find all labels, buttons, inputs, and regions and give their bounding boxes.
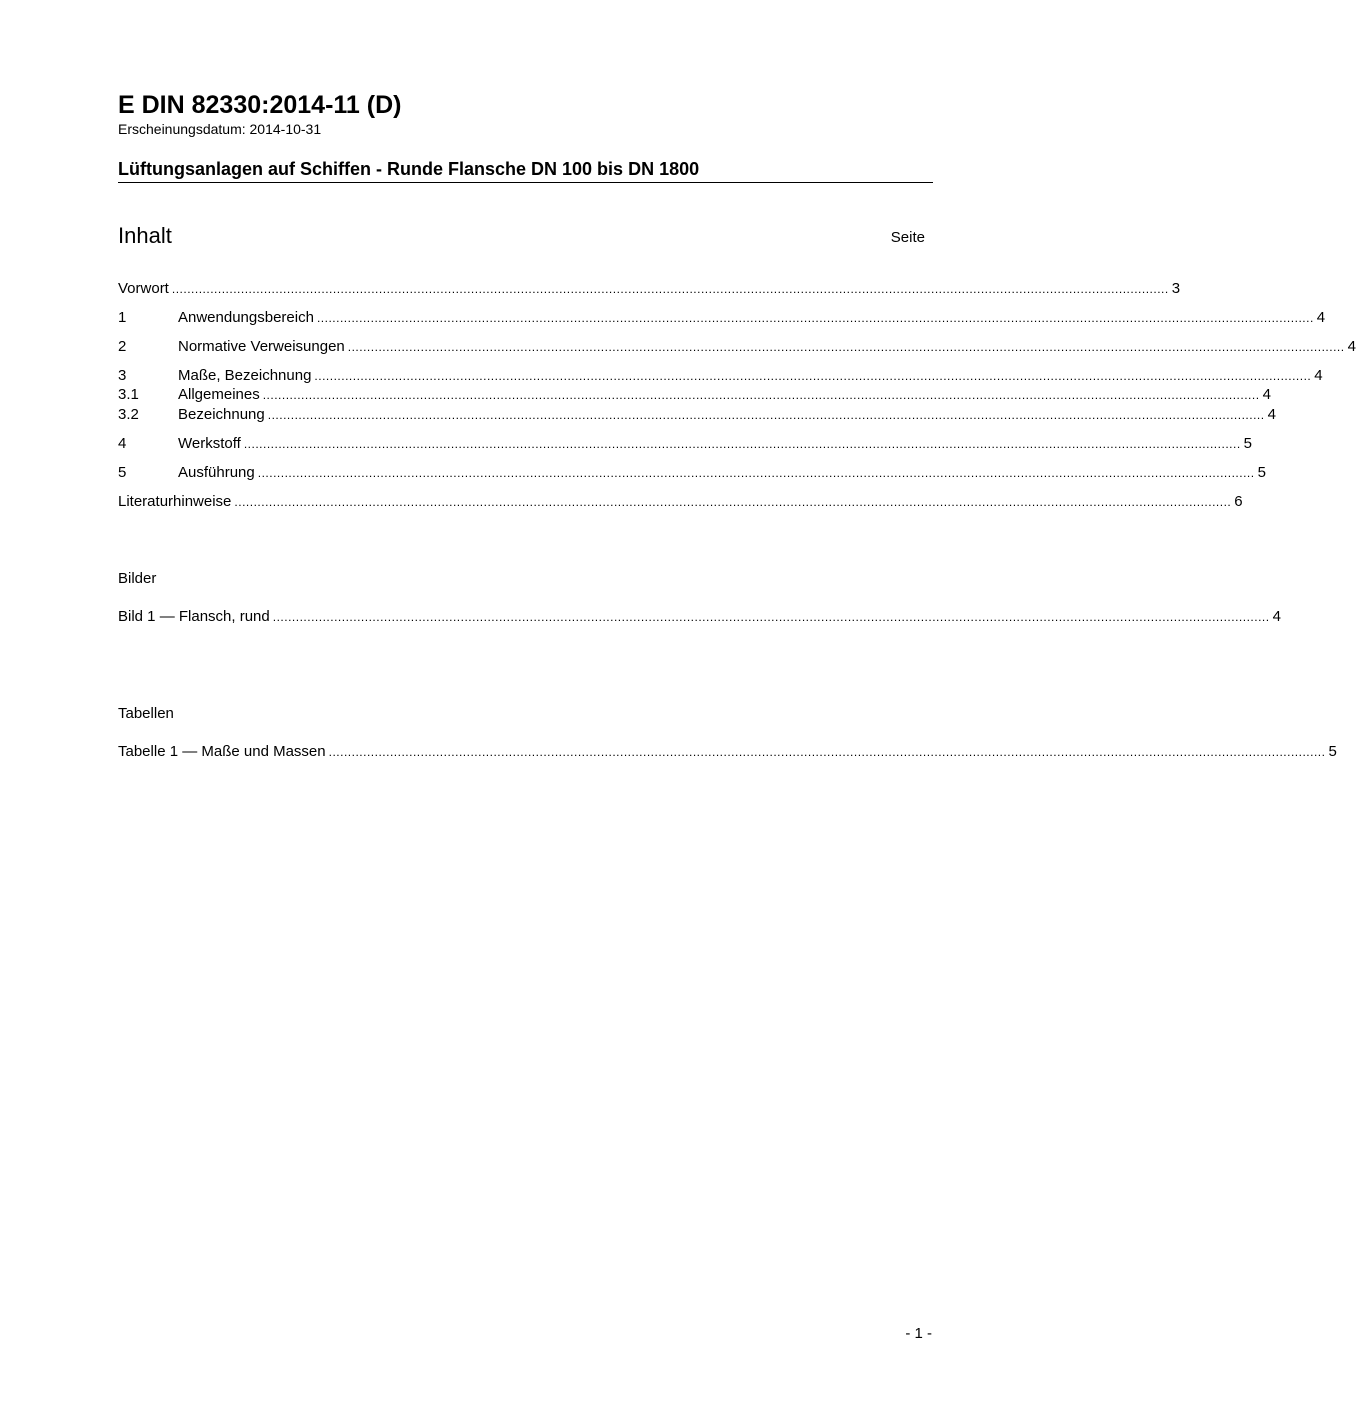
toc-entry-2[interactable]	[118, 337, 1356, 356]
footer-page-number: - 1 -	[905, 1325, 932, 1342]
toc-entry-title: Anwendungsbereich	[178, 309, 314, 326]
toc-entry-3-2[interactable]	[118, 405, 1276, 424]
dot-leader: ....................................................................................................................................................................................................................................................................	[316, 311, 1314, 325]
toc-entry-page: 3	[1171, 280, 1181, 297]
toc-entry-page: 4	[1262, 386, 1271, 403]
figure-entry-page: 4	[1272, 608, 1281, 625]
dot-leader: ....................................................................................................................................................................................................................................................................	[267, 408, 1265, 422]
figures-heading: Bilder	[118, 570, 157, 587]
toc-entry-1[interactable]	[118, 308, 1326, 327]
toc-entry-page: 4	[1267, 406, 1276, 423]
dot-leader: ....................................................................................................................................................................................................................................................................	[314, 369, 1312, 383]
table-entry-page: 5	[1328, 743, 1337, 760]
tables-heading: Tabellen	[118, 705, 174, 722]
toc-entry-4[interactable]	[118, 434, 1252, 453]
toc-entry-title: Maße, Bezeichnung	[178, 367, 312, 384]
toc-entry-page: 6	[1234, 493, 1243, 510]
toc-entry-title: Vorwort	[118, 280, 169, 297]
toc-entry-page: 4	[1314, 367, 1323, 384]
dot-leader: ....................................................................................................................................................................................................................................................................	[234, 495, 1232, 509]
dot-leader: ....................................................................................................................................................................................................................................................................	[347, 340, 1345, 354]
toc-entry-title: Ausführung	[178, 464, 255, 481]
table-entry-title: Tabelle 1 — Maße und Massen	[118, 743, 326, 760]
document-id: E DIN 82330:2014-11 (D)	[118, 91, 402, 119]
toc-entry-title: Normative Verweisungen	[178, 338, 345, 355]
toc-entry-literaturhinweise[interactable]	[118, 492, 1243, 511]
toc-entry-page: 4	[1347, 338, 1356, 355]
title-rule	[118, 182, 933, 183]
figure-entry[interactable]	[118, 607, 1281, 626]
figure-entry-title: Bild 1 — Flansch, rund	[118, 608, 270, 625]
toc-entry-page: 5	[1257, 464, 1266, 481]
toc-entry-number: 3.2	[118, 406, 139, 423]
toc-entry-title: Werkstoff	[178, 435, 241, 452]
toc-entry-page: 4	[1316, 309, 1326, 326]
dot-leader: ....................................................................................................................................................................................................................................................................	[272, 610, 1270, 624]
toc-entry-3[interactable]	[118, 366, 1323, 385]
dot-leader: ....................................................................................................................................................................................................................................................................	[262, 388, 1260, 402]
publication-date: Erscheinungsdatum: 2014-10-31	[118, 121, 322, 137]
dot-leader: ....................................................................................................................................................................................................................................................................	[257, 466, 1255, 480]
toc-entry-number: 3	[118, 367, 127, 384]
toc-entry-number: 2	[118, 338, 127, 355]
toc-entry-title: Bezeichnung	[178, 406, 265, 423]
table-entry[interactable]	[118, 742, 1337, 761]
document-title: Lüftungsanlagen auf Schiffen - Runde Flansche DN 100 bis DN 1800	[118, 159, 700, 179]
dot-leader: ....................................................................................................................................................................................................................................................................	[171, 282, 1169, 296]
toc-entry-number: 5	[118, 464, 127, 481]
toc-entry-vorwort[interactable]	[118, 279, 1181, 298]
toc-entry-number: 4	[118, 435, 127, 452]
toc-entry-5[interactable]	[118, 463, 1266, 482]
toc-entry-number: 3.1	[118, 386, 139, 403]
toc-heading: Inhalt	[118, 223, 172, 248]
dot-leader: ....................................................................................................................................................................................................................................................................	[243, 437, 1241, 451]
toc-entry-title: Allgemeines	[178, 386, 260, 403]
toc-entry-number: 1	[118, 309, 127, 326]
dot-leader: ....................................................................................................................................................................................................................................................................	[328, 745, 1326, 759]
toc-entry-3-1[interactable]	[118, 385, 1271, 404]
toc-entry-title: Literaturhinweise	[118, 493, 232, 510]
page-column-label: Seite	[890, 229, 925, 246]
toc-entry-page: 5	[1243, 435, 1252, 452]
